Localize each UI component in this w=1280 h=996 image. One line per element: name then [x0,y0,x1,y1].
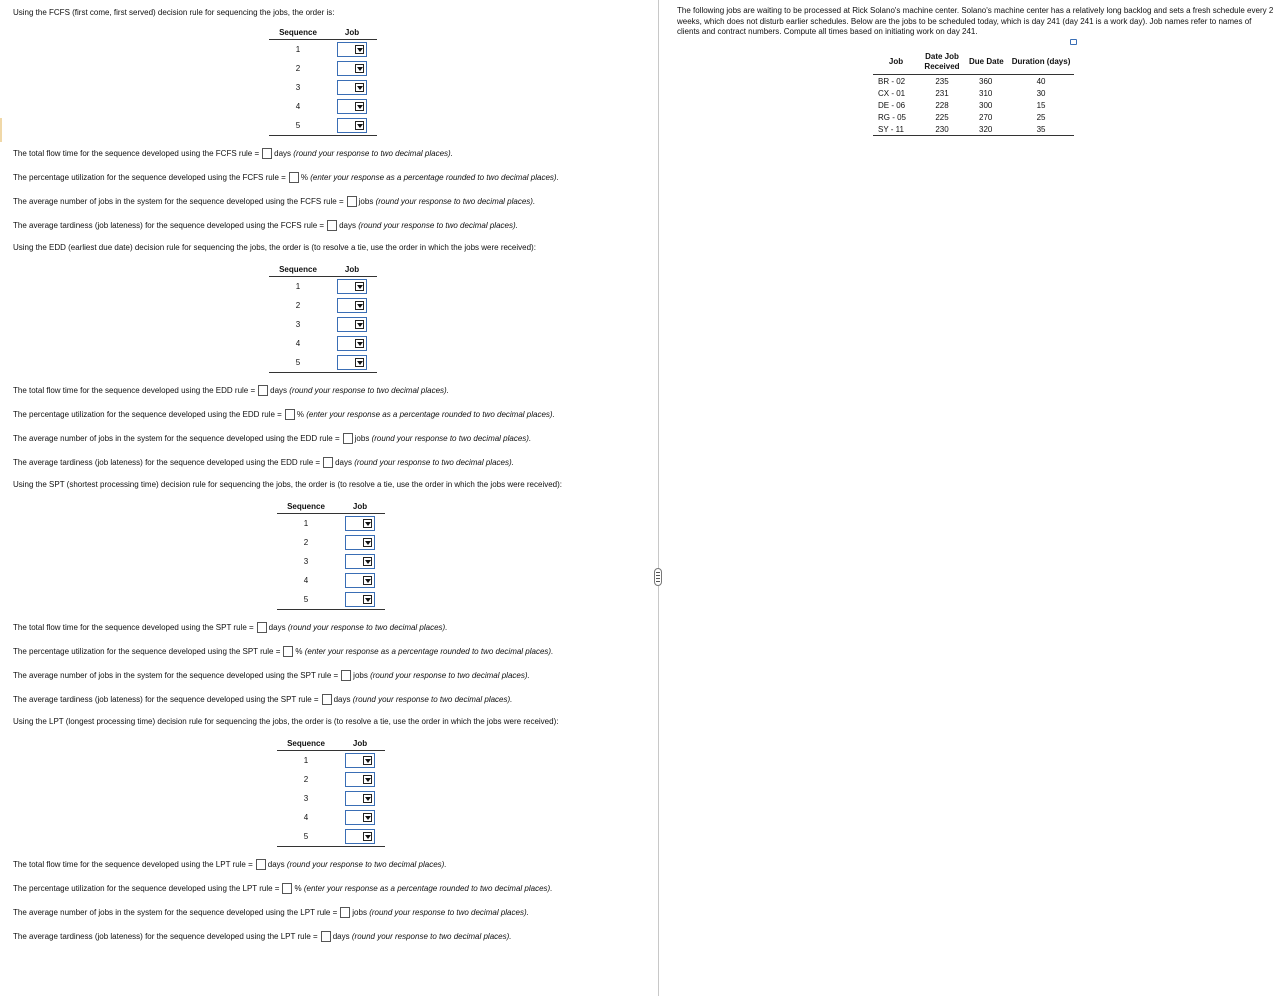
lpt-question-2 [13,883,552,895]
dropdown-arrow-icon [355,83,364,92]
lpt-job-select-5[interactable] [345,829,375,844]
question-text: The average number of jobs in the system for the sequence developed using the FCFS rule = [13,197,344,206]
question-text: The percentage utilization for the sequence developed using the SPT rule = [13,647,281,656]
spt-intro: Using the SPT (shortest processing time) decision rule for sequencing the jobs, the order is (to resolve a tie, use the order in which the jobs were received): [13,480,563,489]
lpt-sequence-table [277,737,385,847]
lpt-answer-input-4[interactable] [321,931,331,942]
unit-label: % [296,410,304,419]
lpt-answer-input-2[interactable] [282,883,292,894]
spt-question-4 [13,694,512,706]
lpt-intro: Using the LPT (longest processing time) decision rule for sequencing the jobs, the order is (to resolve a tie, use the order in which the jobs were received): [13,717,559,726]
question-text: The total flow time for the sequence developed using the LPT rule = [13,860,253,869]
copy-icon[interactable] [1070,39,1077,45]
job-received: 228 [935,100,949,110]
question-text: The average tardiness (job lateness) for the sequence developed using the FCFS rule = [13,221,325,230]
sequence-row [269,40,377,60]
job-duration: 30 [1036,88,1046,98]
dropdown-arrow-icon [355,301,364,310]
job-header: Job [327,26,377,40]
sequence-row [277,533,385,552]
fcfs-sequence-table [269,26,377,136]
job-name: SY - 11 [873,123,919,136]
sequence-row [269,78,377,97]
question-text: The average tardiness (job lateness) for the sequence developed using the LPT rule = [13,932,318,941]
lpt-question-4 [13,931,512,943]
edd-job-select-2[interactable] [337,298,367,313]
sequence-number: 1 [295,282,301,291]
unit-label: % [294,884,302,893]
dropdown-arrow-icon [355,102,364,111]
job-due: 360 [979,76,993,86]
sequence-number: 2 [295,301,301,310]
dropdown-arrow-icon [363,576,372,585]
job-row [873,99,1074,111]
dropdown-arrow-icon [355,320,364,329]
sequence-row [269,59,377,78]
hint-text: (round your response to two decimal places). [352,695,513,704]
sequence-row [269,334,377,353]
dropdown-arrow-icon [363,756,372,765]
edd-answer-input-1[interactable] [258,385,268,396]
problem-intro: The following jobs are waiting to be processed at Rick Solano's machine center. Solano's machine center has a relatively long backlog and sets a fresh schedule every 2 weeks, which does not disturb earlier schedules. Below are the jobs to be scheduled today, which is day 241 (day 241 is a work day). Job names refer to names of clients and contract numbers. Compute all times based on initiating work on day 241. [677,6,1274,36]
spt-job-select-4[interactable] [345,573,375,588]
sequence-row [277,514,385,534]
fcfs-question-4 [13,220,518,232]
job-row [873,123,1074,136]
sequence-row [269,116,377,136]
edd-job-select-1[interactable] [337,279,367,294]
sequence-header: Sequence [269,26,327,40]
sequence-row [277,590,385,610]
hint-text: (enter your response as a percentage rounded to two decimal places). [310,173,559,182]
drag-handle-icon[interactable] [654,568,662,586]
unit-label: jobs [352,908,367,917]
sequence-row [269,296,377,315]
sequence-number: 5 [277,590,335,610]
question-text: The percentage utilization for the sequence developed using the FCFS rule = [13,173,286,182]
hint-text: (round your response to two decimal places). [293,149,453,158]
fcfs-job-select-4[interactable] [337,99,367,114]
edd-answer-input-2[interactable] [285,409,295,420]
dropdown-arrow-icon [355,64,364,73]
edd-job-select-3[interactable] [337,317,367,332]
fcfs-intro: Using the FCFS (first come, first served) decision rule for sequencing the jobs, the order is: [13,8,335,17]
sequence-number: 3 [303,794,309,803]
question-text: The average number of jobs in the system for the sequence developed using the EDD rule = [13,434,340,443]
unit-label: days [333,695,351,704]
question-text: The total flow time for the sequence developed using the SPT rule = [13,623,254,632]
question-text: The percentage utilization for the sequence developed using the LPT rule = [13,884,280,893]
lpt-job-select-3[interactable] [345,791,375,806]
dropdown-arrow-icon [363,519,372,528]
sequence-number: 2 [303,538,309,547]
unit-label: % [300,173,308,182]
fcfs-answer-input-2[interactable] [289,172,299,183]
edd-job-select-4[interactable] [337,336,367,351]
sequence-row [277,552,385,571]
sequence-row [277,827,385,847]
sequence-number: 1 [295,45,301,54]
col-duration: Duration (days) [1008,50,1075,75]
unit-label: % [295,647,303,656]
col-received: Date Job Received [919,50,965,75]
sequence-row [277,770,385,789]
sequence-row [269,277,377,297]
fcfs-job-select-1[interactable] [337,42,367,57]
sequence-number: 3 [295,320,301,329]
sequence-row [269,353,377,373]
spt-answer-input-2[interactable] [283,646,293,657]
question-text: The average number of jobs in the system for the sequence developed using the SPT rule = [13,671,339,680]
job-received: 225 [935,112,949,122]
spt-answer-input-1[interactable] [257,622,267,633]
unit-label: days [270,386,288,395]
unit-label: days [335,458,352,467]
sequence-number: 3 [303,557,309,566]
edd-sequence-table [269,263,377,373]
sequence-number: 5 [269,353,327,373]
job-duration: 15 [1036,100,1046,110]
hint-text: (round your response to two decimal places). [369,908,529,917]
question-text: The total flow time for the sequence developed using the EDD rule = [13,386,256,395]
unit-label: jobs [353,671,368,680]
job-name: DE - 06 [878,100,906,110]
sequence-number: 3 [295,83,301,92]
spt-question-2 [13,646,553,658]
sequence-number: 4 [303,813,309,822]
sequence-number: 4 [295,339,301,348]
hint-text: (round your response to two decimal places). [287,623,448,632]
col-due: Due Date [965,50,1008,75]
hint-text: (round your response to two decimal places). [375,197,536,206]
sequence-number: 2 [303,775,309,784]
dropdown-arrow-icon [355,339,364,348]
question-text: The average tardiness (job lateness) for the sequence developed using the SPT rule = [13,695,319,704]
fcfs-answer-input-4[interactable] [327,220,337,231]
hint-text: (round your response to two decimal places). [358,221,518,230]
hint-text: (round your response to two decimal places). [286,860,447,869]
lpt-job-select-2[interactable] [345,772,375,787]
sequence-number: 4 [295,102,301,111]
edd-question-4 [13,457,514,469]
unit-label: jobs [354,434,370,443]
dropdown-arrow-icon [363,538,372,547]
panel-divider [658,0,659,996]
dropdown-arrow-icon [363,775,372,784]
job-row [873,111,1074,123]
job-duration: 35 [1008,123,1075,136]
fcfs-question-3 [13,196,535,208]
spt-job-select-1[interactable] [345,516,375,531]
lpt-job-select-4[interactable] [345,810,375,825]
sequence-number: 2 [295,64,301,73]
job-duration: 25 [1036,112,1046,122]
edd-answer-input-4[interactable] [323,457,333,468]
edd-job-select-5[interactable] [337,355,367,370]
fcfs-job-select-5[interactable] [337,118,367,133]
sequence-header: Sequence [277,500,335,514]
spt-sequence-table [277,500,385,610]
sequence-header: Sequence [277,737,335,751]
job-header: Job [335,737,385,751]
dropdown-arrow-icon [355,282,364,291]
fcfs-job-select-3[interactable] [337,80,367,95]
dropdown-arrow-icon [363,557,372,566]
unit-label: days [267,860,285,869]
spt-job-select-2[interactable] [345,535,375,550]
hint-text: (round your response to two decimal places). [289,386,449,395]
job-duration: 40 [1036,76,1046,86]
sequence-row [277,808,385,827]
sequence-number: 4 [303,576,309,585]
sequence-number: 5 [277,827,335,847]
question-text: The average tardiness (job lateness) for the sequence developed using the EDD rule = [13,458,321,467]
sequence-row [269,97,377,116]
dropdown-arrow-icon [363,832,372,841]
job-header: Job [335,500,385,514]
spt-job-select-3[interactable] [345,554,375,569]
job-name: CX - 01 [878,88,906,98]
job-due: 320 [965,123,1008,136]
dropdown-arrow-icon [363,595,372,604]
sequence-row [269,315,377,334]
job-received: 230 [919,123,965,136]
dropdown-arrow-icon [355,358,364,367]
dropdown-arrow-icon [363,813,372,822]
fcfs-question-2 [13,172,559,184]
col-job: Job [873,50,919,75]
hint-text: (round your response to two decimal places). [351,932,512,941]
hint-text: (enter your response as a percentage rounded to two decimal places). [306,410,555,419]
sequence-header: Sequence [269,263,327,277]
unit-label: days [332,932,350,941]
sequence-number: 1 [303,756,309,765]
sequence-row [277,751,385,771]
fcfs-job-select-2[interactable] [337,61,367,76]
sequence-row [277,789,385,808]
dropdown-arrow-icon [355,45,364,54]
edd-answer-input-3[interactable] [343,433,353,444]
spt-answer-input-3[interactable] [341,670,351,681]
job-received: 231 [935,88,949,98]
sequence-row [277,571,385,590]
lpt-job-select-1[interactable] [345,753,375,768]
job-header: Job [327,263,377,277]
job-received: 235 [935,76,949,86]
job-due: 270 [979,112,993,122]
dropdown-arrow-icon [355,121,364,130]
lpt-question-3 [13,907,529,919]
job-name: BR - 02 [878,76,906,86]
lpt-question-1 [13,859,447,871]
spt-question-1 [13,622,447,634]
fcfs-question-1 [13,148,453,160]
lpt-answer-input-1[interactable] [256,859,266,870]
job-due: 300 [979,100,993,110]
hint-text: (enter your response as a percentage rounded to two decimal places). [304,647,554,656]
edd-question-3 [13,433,531,445]
unit-label: days [268,623,286,632]
job-due: 310 [979,88,993,98]
hint-text: (round your response to two decimal places). [354,458,514,467]
question-text: The percentage utilization for the sequence developed using the EDD rule = [13,410,282,419]
edd-question-1 [13,385,449,397]
hint-text: (round your response to two decimal places). [370,671,530,680]
edd-intro: Using the EDD (earliest due date) decision rule for sequencing the jobs, the order is (to resolve a tie, use the order in which the jobs were received): [13,243,536,252]
unit-label: jobs [358,197,374,206]
job-name: RG - 05 [878,112,907,122]
job-row [873,75,1074,88]
spt-answer-input-4[interactable] [322,694,332,705]
fcfs-answer-input-3[interactable] [347,196,357,207]
job-row [873,87,1074,99]
hint-text: (enter your response as a percentage rounded to two decimal places). [303,884,553,893]
spt-question-3 [13,670,530,682]
question-text: The average number of jobs in the system for the sequence developed using the LPT rule = [13,908,338,917]
fcfs-answer-input-1[interactable] [262,148,272,159]
lpt-answer-input-3[interactable] [340,907,350,918]
problem-panel [677,6,1275,134]
sequence-number: 1 [303,519,309,528]
edd-question-2 [13,409,555,421]
jobs-table [873,50,1074,136]
dropdown-arrow-icon [363,794,372,803]
unit-label: days [339,221,356,230]
spt-job-select-5[interactable] [345,592,375,607]
unit-label: days [274,149,292,158]
hint-text: (round your response to two decimal places). [371,434,532,443]
question-text: The total flow time for the sequence developed using the FCFS rule = [13,149,260,158]
sequence-number: 5 [269,116,327,136]
